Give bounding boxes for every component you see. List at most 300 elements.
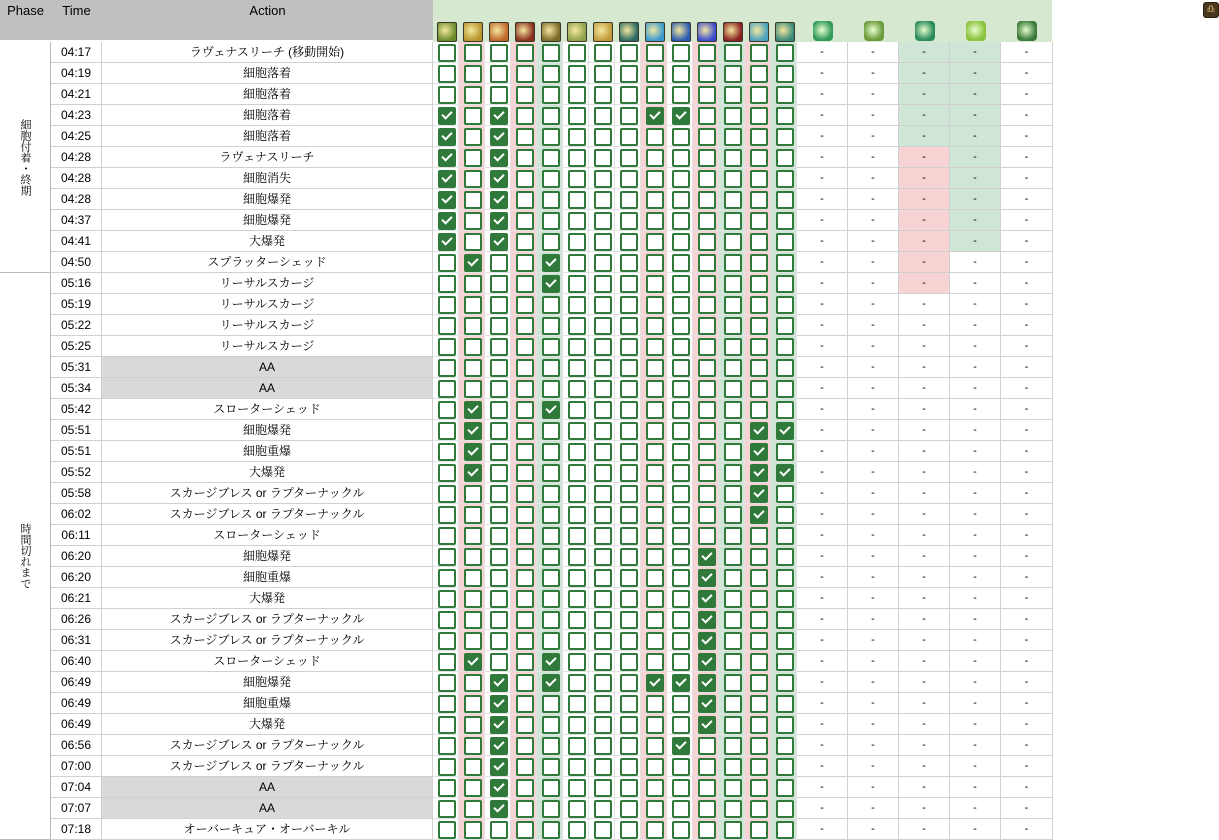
mitigation-checkbox[interactable] (485, 462, 511, 483)
mitigation-checkbox[interactable] (511, 63, 537, 84)
mitigation-checkbox[interactable] (745, 357, 771, 378)
mitigation-checkbox[interactable] (667, 189, 693, 210)
mitigation-checkbox[interactable] (485, 42, 511, 63)
mitigation-checkbox[interactable] (771, 672, 797, 693)
mitigation-checkbox[interactable] (459, 42, 485, 63)
mitigation-checkbox[interactable] (485, 693, 511, 714)
mitigation-checkbox[interactable] (641, 546, 667, 567)
mitigation-checkbox[interactable] (485, 315, 511, 336)
mitigation-checkbox[interactable] (693, 126, 719, 147)
mitigation-checkbox[interactable] (433, 168, 459, 189)
mitigation-checkbox[interactable] (641, 378, 667, 399)
mitigation-checkbox[interactable] (589, 84, 615, 105)
mitigation-checkbox[interactable] (719, 462, 745, 483)
mitigation-checkbox[interactable] (459, 210, 485, 231)
mitigation-checkbox[interactable] (511, 210, 537, 231)
mitigation-checkbox[interactable] (641, 231, 667, 252)
mitigation-checkbox[interactable] (719, 84, 745, 105)
mitigation-checkbox[interactable] (459, 651, 485, 672)
mitigation-checkbox[interactable] (693, 210, 719, 231)
mitigation-checkbox[interactable] (563, 336, 589, 357)
mitigation-checkbox[interactable] (485, 735, 511, 756)
mitigation-checkbox[interactable] (459, 399, 485, 420)
mitigation-checkbox[interactable] (719, 378, 745, 399)
mitigation-checkbox[interactable] (459, 714, 485, 735)
mitigation-checkbox[interactable] (745, 504, 771, 525)
mitigation-checkbox[interactable] (537, 357, 563, 378)
mitigation-checkbox[interactable] (693, 315, 719, 336)
mitigation-checkbox[interactable] (641, 252, 667, 273)
mitigation-checkbox[interactable] (641, 441, 667, 462)
mitigation-checkbox[interactable] (771, 63, 797, 84)
mitigation-checkbox[interactable] (563, 168, 589, 189)
mitigation-checkbox[interactable] (511, 399, 537, 420)
mitigation-checkbox[interactable] (589, 63, 615, 84)
mitigation-checkbox[interactable] (485, 504, 511, 525)
mitigation-checkbox[interactable] (511, 147, 537, 168)
mitigation-checkbox[interactable] (589, 126, 615, 147)
mitigation-checkbox[interactable] (459, 357, 485, 378)
mitigation-checkbox[interactable] (459, 756, 485, 777)
mitigation-checkbox[interactable] (771, 525, 797, 546)
mitigation-checkbox[interactable] (563, 252, 589, 273)
mitigation-checkbox[interactable] (537, 84, 563, 105)
mitigation-checkbox[interactable] (667, 819, 693, 840)
mitigation-checkbox[interactable] (745, 252, 771, 273)
mitigation-checkbox[interactable] (667, 525, 693, 546)
mitigation-checkbox[interactable] (693, 252, 719, 273)
mitigation-checkbox[interactable] (589, 798, 615, 819)
mitigation-checkbox[interactable] (537, 63, 563, 84)
mitigation-checkbox[interactable] (719, 105, 745, 126)
mitigation-checkbox[interactable] (667, 546, 693, 567)
mitigation-checkbox[interactable] (771, 504, 797, 525)
mitigation-checkbox[interactable] (485, 630, 511, 651)
mitigation-checkbox[interactable] (511, 504, 537, 525)
mitigation-checkbox[interactable] (667, 798, 693, 819)
mitigation-checkbox[interactable] (615, 714, 641, 735)
mitigation-checkbox[interactable] (641, 420, 667, 441)
mitigation-checkbox[interactable] (745, 483, 771, 504)
mitigation-checkbox[interactable] (771, 735, 797, 756)
mitigation-checkbox[interactable] (459, 105, 485, 126)
mitigation-checkbox[interactable] (771, 231, 797, 252)
mitigation-checkbox[interactable] (485, 147, 511, 168)
mitigation-checkbox[interactable] (537, 651, 563, 672)
mitigation-checkbox[interactable] (693, 630, 719, 651)
mitigation-checkbox[interactable] (433, 105, 459, 126)
mitigation-checkbox[interactable] (693, 378, 719, 399)
mitigation-checkbox[interactable] (511, 672, 537, 693)
mitigation-checkbox[interactable] (615, 42, 641, 63)
mitigation-checkbox[interactable] (615, 651, 641, 672)
mitigation-checkbox[interactable] (641, 588, 667, 609)
mitigation-checkbox[interactable] (485, 672, 511, 693)
mitigation-checkbox[interactable] (693, 273, 719, 294)
mitigation-checkbox[interactable] (745, 210, 771, 231)
mitigation-checkbox[interactable] (771, 357, 797, 378)
mitigation-checkbox[interactable] (563, 210, 589, 231)
mitigation-checkbox[interactable] (459, 147, 485, 168)
mitigation-checkbox[interactable] (511, 693, 537, 714)
mitigation-checkbox[interactable] (589, 756, 615, 777)
mitigation-checkbox[interactable] (667, 63, 693, 84)
mitigation-checkbox[interactable] (667, 462, 693, 483)
mitigation-checkbox[interactable] (511, 126, 537, 147)
mitigation-checkbox[interactable] (641, 315, 667, 336)
mitigation-checkbox[interactable] (459, 777, 485, 798)
mitigation-checkbox[interactable] (667, 273, 693, 294)
mitigation-checkbox[interactable] (589, 294, 615, 315)
mitigation-checkbox[interactable] (745, 546, 771, 567)
mitigation-checkbox[interactable] (563, 378, 589, 399)
mitigation-checkbox[interactable] (615, 252, 641, 273)
mitigation-checkbox[interactable] (589, 168, 615, 189)
mitigation-checkbox[interactable] (693, 777, 719, 798)
mitigation-checkbox[interactable] (771, 567, 797, 588)
mitigation-checkbox[interactable] (537, 231, 563, 252)
mitigation-checkbox[interactable] (641, 735, 667, 756)
mitigation-checkbox[interactable] (771, 714, 797, 735)
mitigation-checkbox[interactable] (719, 756, 745, 777)
mitigation-checkbox[interactable] (563, 294, 589, 315)
mitigation-checkbox[interactable] (433, 231, 459, 252)
mitigation-checkbox[interactable] (641, 651, 667, 672)
mitigation-checkbox[interactable] (745, 273, 771, 294)
mitigation-checkbox[interactable] (589, 525, 615, 546)
mitigation-checkbox[interactable] (537, 777, 563, 798)
mitigation-checkbox[interactable] (667, 504, 693, 525)
mitigation-checkbox[interactable] (433, 462, 459, 483)
mitigation-checkbox[interactable] (589, 42, 615, 63)
mitigation-checkbox[interactable] (719, 693, 745, 714)
mitigation-checkbox[interactable] (433, 756, 459, 777)
mitigation-checkbox[interactable] (693, 42, 719, 63)
mitigation-checkbox[interactable] (641, 63, 667, 84)
mitigation-checkbox[interactable] (615, 630, 641, 651)
mitigation-checkbox[interactable] (667, 105, 693, 126)
mitigation-checkbox[interactable] (563, 420, 589, 441)
mitigation-checkbox[interactable] (589, 546, 615, 567)
mitigation-checkbox[interactable] (589, 189, 615, 210)
mitigation-checkbox[interactable] (433, 252, 459, 273)
mitigation-checkbox[interactable] (485, 609, 511, 630)
mitigation-checkbox[interactable] (745, 609, 771, 630)
mitigation-checkbox[interactable] (667, 399, 693, 420)
mitigation-checkbox[interactable] (485, 273, 511, 294)
mitigation-checkbox[interactable] (589, 609, 615, 630)
mitigation-checkbox[interactable] (485, 336, 511, 357)
mitigation-checkbox[interactable] (433, 777, 459, 798)
mitigation-checkbox[interactable] (641, 756, 667, 777)
mitigation-checkbox[interactable] (459, 630, 485, 651)
mitigation-checkbox[interactable] (563, 315, 589, 336)
mitigation-checkbox[interactable] (459, 420, 485, 441)
mitigation-checkbox[interactable] (511, 756, 537, 777)
mitigation-checkbox[interactable] (693, 63, 719, 84)
mitigation-checkbox[interactable] (771, 336, 797, 357)
mitigation-checkbox[interactable] (433, 336, 459, 357)
mitigation-checkbox[interactable] (745, 189, 771, 210)
mitigation-checkbox[interactable] (485, 189, 511, 210)
mitigation-checkbox[interactable] (615, 693, 641, 714)
mitigation-checkbox[interactable] (719, 651, 745, 672)
mitigation-checkbox[interactable] (589, 651, 615, 672)
mitigation-checkbox[interactable] (745, 378, 771, 399)
mitigation-checkbox[interactable] (771, 105, 797, 126)
mitigation-checkbox[interactable] (641, 672, 667, 693)
mitigation-checkbox[interactable] (693, 420, 719, 441)
mitigation-checkbox[interactable] (511, 105, 537, 126)
mitigation-checkbox[interactable] (615, 273, 641, 294)
mitigation-checkbox[interactable] (485, 252, 511, 273)
mitigation-checkbox[interactable] (641, 84, 667, 105)
mitigation-checkbox[interactable] (693, 441, 719, 462)
mitigation-checkbox[interactable] (563, 756, 589, 777)
mitigation-checkbox[interactable] (589, 735, 615, 756)
mitigation-checkbox[interactable] (589, 420, 615, 441)
mitigation-checkbox[interactable] (667, 420, 693, 441)
mitigation-checkbox[interactable] (615, 819, 641, 840)
mitigation-checkbox[interactable] (719, 42, 745, 63)
mitigation-checkbox[interactable] (615, 168, 641, 189)
mitigation-checkbox[interactable] (667, 714, 693, 735)
mitigation-checkbox[interactable] (719, 210, 745, 231)
mitigation-checkbox[interactable] (459, 336, 485, 357)
mitigation-checkbox[interactable] (641, 483, 667, 504)
mitigation-checkbox[interactable] (485, 231, 511, 252)
mitigation-checkbox[interactable] (745, 336, 771, 357)
mitigation-checkbox[interactable] (693, 819, 719, 840)
mitigation-checkbox[interactable] (433, 420, 459, 441)
mitigation-checkbox[interactable] (745, 84, 771, 105)
mitigation-checkbox[interactable] (771, 798, 797, 819)
mitigation-checkbox[interactable] (563, 189, 589, 210)
mitigation-checkbox[interactable] (771, 777, 797, 798)
mitigation-checkbox[interactable] (641, 630, 667, 651)
mitigation-checkbox[interactable] (745, 651, 771, 672)
mitigation-checkbox[interactable] (459, 525, 485, 546)
mitigation-checkbox[interactable] (589, 273, 615, 294)
mitigation-checkbox[interactable] (719, 777, 745, 798)
mitigation-checkbox[interactable] (563, 357, 589, 378)
mitigation-checkbox[interactable] (771, 168, 797, 189)
mitigation-checkbox[interactable] (719, 189, 745, 210)
mitigation-checkbox[interactable] (693, 693, 719, 714)
mitigation-checkbox[interactable] (589, 105, 615, 126)
mitigation-checkbox[interactable] (563, 84, 589, 105)
mitigation-checkbox[interactable] (511, 714, 537, 735)
mitigation-checkbox[interactable] (459, 189, 485, 210)
mitigation-checkbox[interactable] (433, 798, 459, 819)
mitigation-checkbox[interactable] (563, 525, 589, 546)
mitigation-checkbox[interactable] (667, 672, 693, 693)
mitigation-checkbox[interactable] (667, 252, 693, 273)
mitigation-checkbox[interactable] (459, 84, 485, 105)
mitigation-checkbox[interactable] (563, 147, 589, 168)
mitigation-checkbox[interactable] (719, 525, 745, 546)
mitigation-checkbox[interactable] (485, 651, 511, 672)
mitigation-checkbox[interactable] (433, 357, 459, 378)
mitigation-checkbox[interactable] (615, 420, 641, 441)
mitigation-checkbox[interactable] (693, 336, 719, 357)
mitigation-checkbox[interactable] (771, 84, 797, 105)
mitigation-checkbox[interactable] (641, 189, 667, 210)
mitigation-checkbox[interactable] (667, 168, 693, 189)
mitigation-checkbox[interactable] (589, 399, 615, 420)
mitigation-checkbox[interactable] (537, 399, 563, 420)
mitigation-checkbox[interactable] (589, 819, 615, 840)
mitigation-checkbox[interactable] (693, 798, 719, 819)
mitigation-checkbox[interactable] (563, 630, 589, 651)
mitigation-checkbox[interactable] (615, 441, 641, 462)
mitigation-checkbox[interactable] (537, 252, 563, 273)
mitigation-checkbox[interactable] (589, 441, 615, 462)
mitigation-checkbox[interactable] (589, 357, 615, 378)
mitigation-checkbox[interactable] (459, 504, 485, 525)
mitigation-checkbox[interactable] (485, 399, 511, 420)
mitigation-checkbox[interactable] (615, 336, 641, 357)
mitigation-checkbox[interactable] (719, 231, 745, 252)
mitigation-checkbox[interactable] (511, 525, 537, 546)
mitigation-checkbox[interactable] (537, 462, 563, 483)
mitigation-checkbox[interactable] (667, 693, 693, 714)
mitigation-checkbox[interactable] (615, 735, 641, 756)
mitigation-checkbox[interactable] (485, 819, 511, 840)
mitigation-checkbox[interactable] (745, 399, 771, 420)
mitigation-checkbox[interactable] (485, 357, 511, 378)
mitigation-checkbox[interactable] (485, 441, 511, 462)
mitigation-checkbox[interactable] (563, 588, 589, 609)
mitigation-checkbox[interactable] (745, 672, 771, 693)
mitigation-checkbox[interactable] (589, 210, 615, 231)
mitigation-checkbox[interactable] (693, 462, 719, 483)
mitigation-checkbox[interactable] (667, 231, 693, 252)
mitigation-checkbox[interactable] (459, 378, 485, 399)
mitigation-checkbox[interactable] (693, 231, 719, 252)
mitigation-checkbox[interactable] (537, 420, 563, 441)
mitigation-checkbox[interactable] (485, 294, 511, 315)
mitigation-checkbox[interactable] (459, 252, 485, 273)
mitigation-checkbox[interactable] (641, 609, 667, 630)
mitigation-checkbox[interactable] (511, 84, 537, 105)
mitigation-checkbox[interactable] (485, 168, 511, 189)
mitigation-checkbox[interactable] (667, 84, 693, 105)
mitigation-checkbox[interactable] (771, 294, 797, 315)
mitigation-checkbox[interactable] (667, 567, 693, 588)
mitigation-checkbox[interactable] (459, 462, 485, 483)
mitigation-checkbox[interactable] (641, 819, 667, 840)
mitigation-checkbox[interactable] (771, 588, 797, 609)
mitigation-checkbox[interactable] (693, 756, 719, 777)
mitigation-checkbox[interactable] (615, 315, 641, 336)
mitigation-checkbox[interactable] (563, 735, 589, 756)
mitigation-checkbox[interactable] (537, 378, 563, 399)
mitigation-checkbox[interactable] (563, 126, 589, 147)
mitigation-checkbox[interactable] (589, 462, 615, 483)
mitigation-checkbox[interactable] (641, 336, 667, 357)
mitigation-checkbox[interactable] (537, 714, 563, 735)
mitigation-checkbox[interactable] (693, 672, 719, 693)
mitigation-checkbox[interactable] (641, 126, 667, 147)
mitigation-checkbox[interactable] (745, 693, 771, 714)
mitigation-checkbox[interactable] (615, 378, 641, 399)
mitigation-checkbox[interactable] (485, 777, 511, 798)
mitigation-checkbox[interactable] (485, 63, 511, 84)
mitigation-checkbox[interactable] (693, 651, 719, 672)
mitigation-checkbox[interactable] (745, 567, 771, 588)
mitigation-checkbox[interactable] (693, 168, 719, 189)
mitigation-checkbox[interactable] (485, 525, 511, 546)
mitigation-checkbox[interactable] (693, 105, 719, 126)
mitigation-checkbox[interactable] (667, 588, 693, 609)
mitigation-checkbox[interactable] (771, 756, 797, 777)
mitigation-checkbox[interactable] (433, 378, 459, 399)
mitigation-checkbox[interactable] (511, 462, 537, 483)
mitigation-checkbox[interactable] (511, 168, 537, 189)
mitigation-checkbox[interactable] (563, 693, 589, 714)
mitigation-checkbox[interactable] (433, 84, 459, 105)
mitigation-checkbox[interactable] (485, 546, 511, 567)
mitigation-checkbox[interactable] (771, 378, 797, 399)
mitigation-checkbox[interactable] (433, 189, 459, 210)
mitigation-checkbox[interactable] (771, 630, 797, 651)
mitigation-checkbox[interactable] (485, 378, 511, 399)
mitigation-checkbox[interactable] (719, 441, 745, 462)
mitigation-checkbox[interactable] (719, 126, 745, 147)
mitigation-checkbox[interactable] (771, 420, 797, 441)
mitigation-checkbox[interactable] (615, 567, 641, 588)
mitigation-checkbox[interactable] (615, 399, 641, 420)
mitigation-checkbox[interactable] (537, 147, 563, 168)
mitigation-checkbox[interactable] (537, 735, 563, 756)
mitigation-checkbox[interactable] (771, 399, 797, 420)
mitigation-checkbox[interactable] (433, 483, 459, 504)
mitigation-checkbox[interactable] (615, 105, 641, 126)
mitigation-checkbox[interactable] (563, 462, 589, 483)
mitigation-checkbox[interactable] (771, 252, 797, 273)
mitigation-checkbox[interactable] (693, 609, 719, 630)
mitigation-checkbox[interactable] (667, 210, 693, 231)
mitigation-checkbox[interactable] (537, 756, 563, 777)
mitigation-checkbox[interactable] (433, 504, 459, 525)
mitigation-checkbox[interactable] (667, 42, 693, 63)
mitigation-checkbox[interactable] (719, 315, 745, 336)
mitigation-checkbox[interactable] (433, 42, 459, 63)
mitigation-checkbox[interactable] (459, 273, 485, 294)
mitigation-checkbox[interactable] (615, 798, 641, 819)
mitigation-checkbox[interactable] (719, 546, 745, 567)
mitigation-checkbox[interactable] (563, 504, 589, 525)
mitigation-checkbox[interactable] (563, 483, 589, 504)
mitigation-checkbox[interactable] (745, 756, 771, 777)
mitigation-checkbox[interactable] (485, 798, 511, 819)
mitigation-checkbox[interactable] (459, 672, 485, 693)
mitigation-checkbox[interactable] (537, 504, 563, 525)
mitigation-checkbox[interactable] (485, 756, 511, 777)
mitigation-checkbox[interactable] (589, 378, 615, 399)
mitigation-checkbox[interactable] (537, 105, 563, 126)
mitigation-checkbox[interactable] (745, 777, 771, 798)
mitigation-checkbox[interactable] (693, 147, 719, 168)
mitigation-checkbox[interactable] (459, 546, 485, 567)
mitigation-checkbox[interactable] (667, 336, 693, 357)
mitigation-checkbox[interactable] (641, 42, 667, 63)
mitigation-checkbox[interactable] (589, 567, 615, 588)
mitigation-checkbox[interactable] (667, 735, 693, 756)
mitigation-checkbox[interactable] (719, 252, 745, 273)
mitigation-checkbox[interactable] (537, 672, 563, 693)
